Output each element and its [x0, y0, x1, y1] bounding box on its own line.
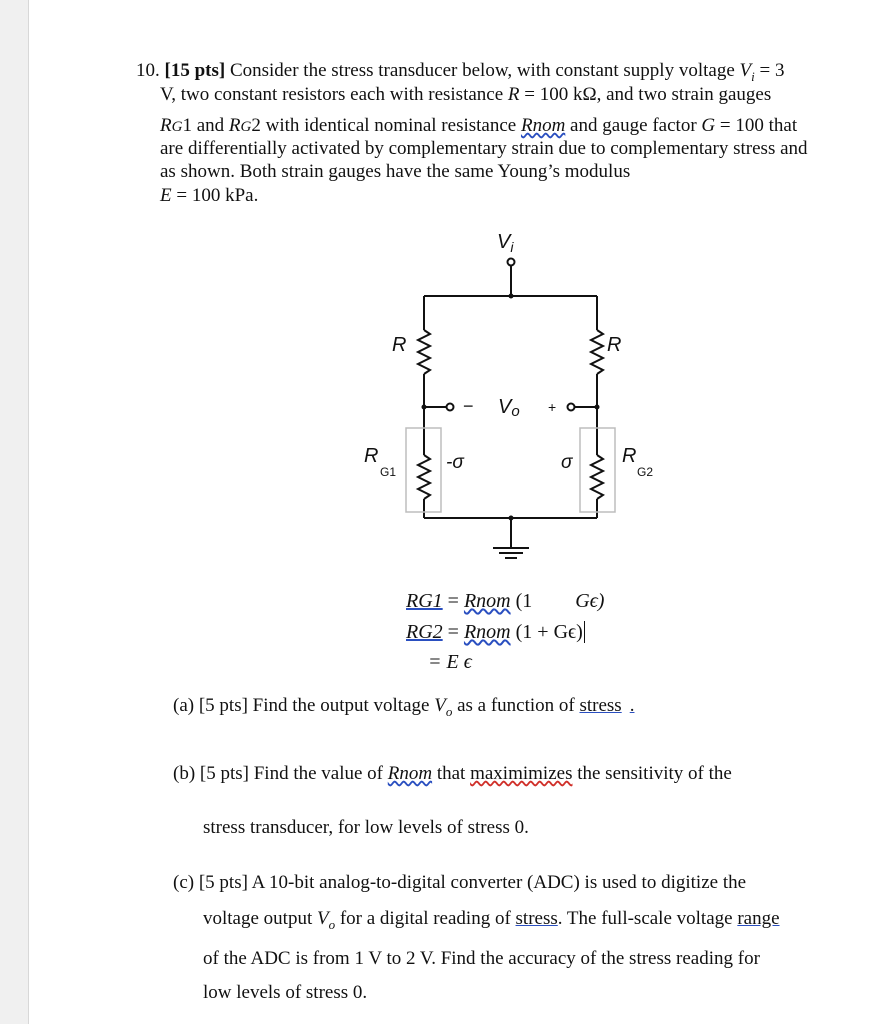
ground-icon	[493, 548, 529, 558]
rg1-label: R	[364, 445, 379, 467]
part-c-line-3: of the ADC is from 1 V to 2 V. Find the accuracy of the stress reading for	[203, 948, 760, 969]
strain-gauge-rg2	[591, 455, 603, 499]
part-b-line-2: stress transducer, for low levels of stress 0.	[203, 817, 529, 838]
rg2-label: R	[622, 445, 637, 467]
sigma-positive-label: σ	[561, 452, 573, 473]
vo-label: Vo	[498, 396, 520, 420]
problem-line-6: E = 100 kPa.	[160, 185, 259, 206]
rg2-sub: G2	[637, 465, 654, 479]
part-c-line-1: (c) [5 pts] A 10-bit analog-to-digital converter (ADC) is used to digitize the	[173, 872, 747, 893]
equation-stress: = E ϵ	[428, 651, 472, 673]
vi-terminal	[508, 259, 515, 266]
problem-line-1: 10. [15 pts] Consider the stress transducer below, with constant supply voltage $V_i = 3$	[136, 60, 785, 84]
part-c-line-2: voltage output $V_o$ for a digital reading of stress. The full-scale voltage range	[203, 908, 780, 932]
resistor-r-left	[418, 330, 430, 374]
problem-line-2: V, two constant resistors each with resistance R = 100 kΩ, and two strain gauges	[160, 84, 772, 105]
r-right-label: R	[607, 334, 622, 356]
resistor-r-right	[591, 330, 603, 374]
rg1-sub: G1	[380, 465, 397, 479]
equation-rg1: RG1 = Rnom (1 Gϵ)	[406, 590, 605, 612]
problem-line-4: are differentially activated by complementary strain due to complementary stress and	[160, 138, 808, 159]
problem-line-5: as shown. Both strain gauges have the same Young’s modulus	[160, 161, 631, 182]
vo-minus-terminal	[447, 404, 454, 411]
part-b-line-1: (b) [5 pts] Find the value of Rnom that maximimizes the sensitivity of the	[173, 763, 732, 784]
vo-minus-sign: −	[463, 396, 474, 416]
sigma-negative-label: -σ	[446, 452, 464, 473]
equation-rg2: RG2 = Rnom (1 + Gϵ)	[406, 621, 583, 643]
part-a: (a) [5 pts] Find the output voltage $V_o$ as a function of stress .	[173, 695, 635, 719]
vo-plus-sign: +	[548, 399, 557, 415]
problem-line-3: RG1 and RG2 with identical nominal resistance Rnom and gauge factor G = 100 that	[160, 115, 798, 136]
part-c-line-4: low levels of stress 0.	[203, 982, 368, 1003]
vo-plus-terminal	[568, 404, 575, 411]
r-left-label: R	[392, 334, 407, 356]
vi-label: $V_i$	[497, 231, 514, 255]
strain-gauge-rg1	[418, 455, 430, 499]
